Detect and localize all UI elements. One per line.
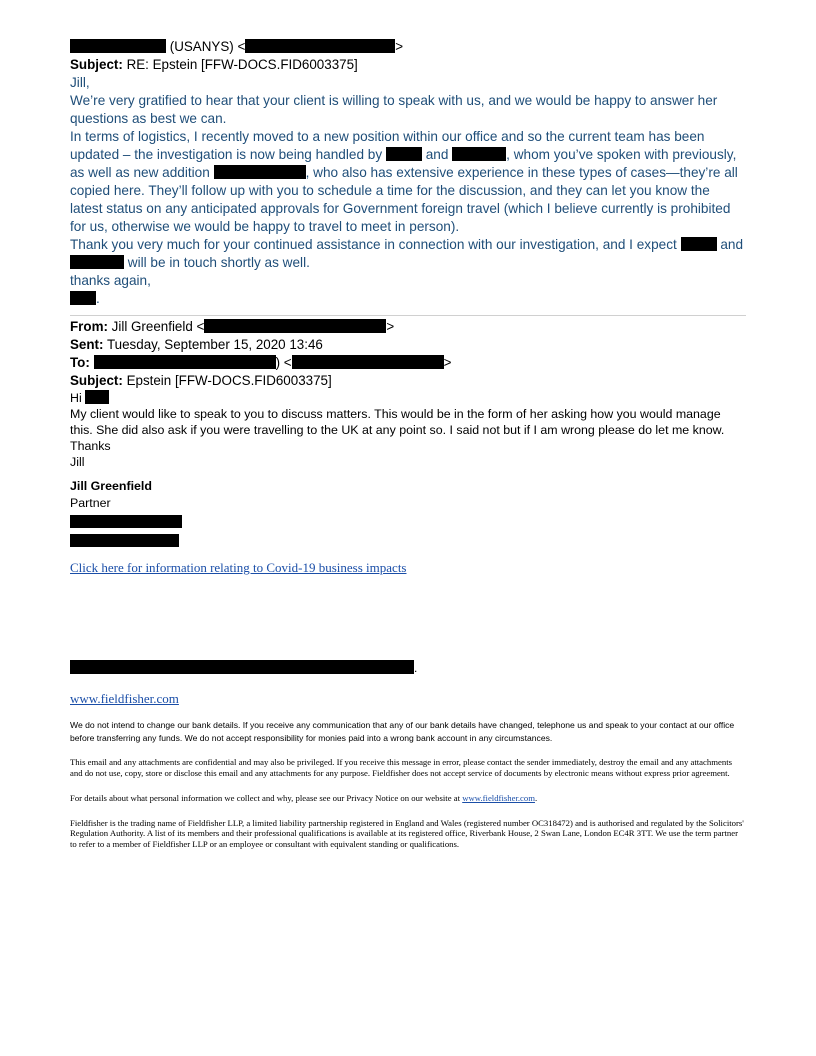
redaction <box>204 319 386 333</box>
redaction <box>85 390 109 404</box>
redaction <box>70 255 124 269</box>
orig-greeting: Hi <box>70 390 746 406</box>
subject-label: Subject: <box>70 57 123 72</box>
redaction <box>245 39 395 53</box>
redaction <box>70 291 96 305</box>
signature-block <box>70 478 746 550</box>
orig-to-line: To: ) < > <box>70 355 452 370</box>
redaction <box>292 355 444 369</box>
privacy-link[interactable]: www.fieldfisher.com <box>462 793 535 803</box>
divider <box>70 315 746 316</box>
covid-link-row <box>70 560 746 576</box>
redaction <box>70 660 414 674</box>
redaction <box>214 165 306 179</box>
redaction <box>70 39 166 53</box>
website-row <box>70 691 746 707</box>
website-link[interactable]: www.fieldfisher.com <box>70 691 179 706</box>
signature-name: Jill Greenfield <box>70 479 152 493</box>
reply-para-1: We’re very gratified to hear that your client is willing to speak with us, and we would be happy to answer her questions as best we can. <box>70 93 718 126</box>
orig-para-1: My client would like to speak to you to discuss matters. This would be in the form of her asking how you would manage this. She did also ask if you were travelling to the UK at any point so. I said not but if I am wrong please do let me know. <box>70 407 725 437</box>
signature-title: Partner <box>70 496 111 510</box>
prior-subject-line <box>70 56 746 74</box>
prior-from-line <box>70 38 746 56</box>
reply-para-2: In terms of logistics, I recently moved to a new position within our office and so the current team has been updated – the investigation is now being handled by and , whom you’ve spoken with previously, as well as new addition , who also has extensive experience in these types of cases—they’re all copied here. They’ll follow up with you to schedule a time for the discussion, and they can let you know the latest status on any anticipated approvals for Government foreign travel (which I believe currently is prohibited for us, otherwise we would be happy to travel to meet in person). <box>70 129 738 234</box>
reply-para-3: Thank you very much for your continued assistance in connection with our investigation, and I expect and will be in touch shortly as well. <box>70 237 744 270</box>
original-body <box>70 390 746 470</box>
subject-value: RE: Epstein [FFW-DOCS.FID6003375] <box>126 57 358 72</box>
email-document <box>70 36 746 849</box>
redaction <box>70 515 182 528</box>
orig-thanks: Thanks <box>70 439 111 453</box>
orig-from-line: From: Jill Greenfield < > <box>70 319 395 334</box>
covid-link[interactable]: Click here for information relating to Covid-19 business impacts <box>70 560 407 575</box>
legal-notice: Fieldfisher is the trading name of Fieldfisher LLP, a limited liability partnership registered in England and Wales (registered number OC318472) and is authorised and regulated by the Solicitors' Regulation Authority. A list of its members and their professional qualifications is available at its registered office, Riverbank House, 2 Swan Lane, London EC4R 3TT. We use the term partner to refer to a member of Fieldfisher LLP or an employee or consultant with equivalent standing or qualifications. <box>70 817 744 849</box>
confidentiality-disclaimer: This email and any attachments are confidential and may also be privileged. If you receive this message in error, please contact the sender immediately, destroy the email and any attachments and do not use, copy, store or disclose this email and any attachments for any purpose. Fieldfisher does not accept service of documents by electronic means without express prior agreement. <box>70 757 732 778</box>
bank-disclaimer: We do not intend to change our bank details. If you receive any communication that any of our bank details have changed, telephone us and speak to your contact at our office before transferring any funds. We do not accept responsibility for monies paid into a wrong bank account in any circumstances. <box>70 720 735 743</box>
orig-subject-line: Subject: Epstein [FFW-DOCS.FID6003375] <box>70 373 332 388</box>
redacted-line: . <box>70 660 746 676</box>
orig-sent-line: Sent: Tuesday, September 15, 2020 13:46 <box>70 337 323 352</box>
redaction <box>386 147 422 161</box>
prior-from-close: > <box>395 39 404 54</box>
redaction <box>94 355 276 369</box>
redaction <box>70 534 179 547</box>
redaction <box>681 237 717 251</box>
redaction <box>452 147 506 161</box>
reply-closing: thanks again, <box>70 273 151 288</box>
orig-name: Jill <box>70 455 85 469</box>
prior-from-suffix: (USANYS) < <box>169 39 246 54</box>
reply-body <box>70 74 746 308</box>
privacy-notice: For details about what personal information we collect and why, please see our Privacy Notice on our website at www.fieldfisher.com. <box>70 793 538 803</box>
reply-signoff: . <box>70 290 746 308</box>
reply-salutation: Jill, <box>70 75 90 90</box>
